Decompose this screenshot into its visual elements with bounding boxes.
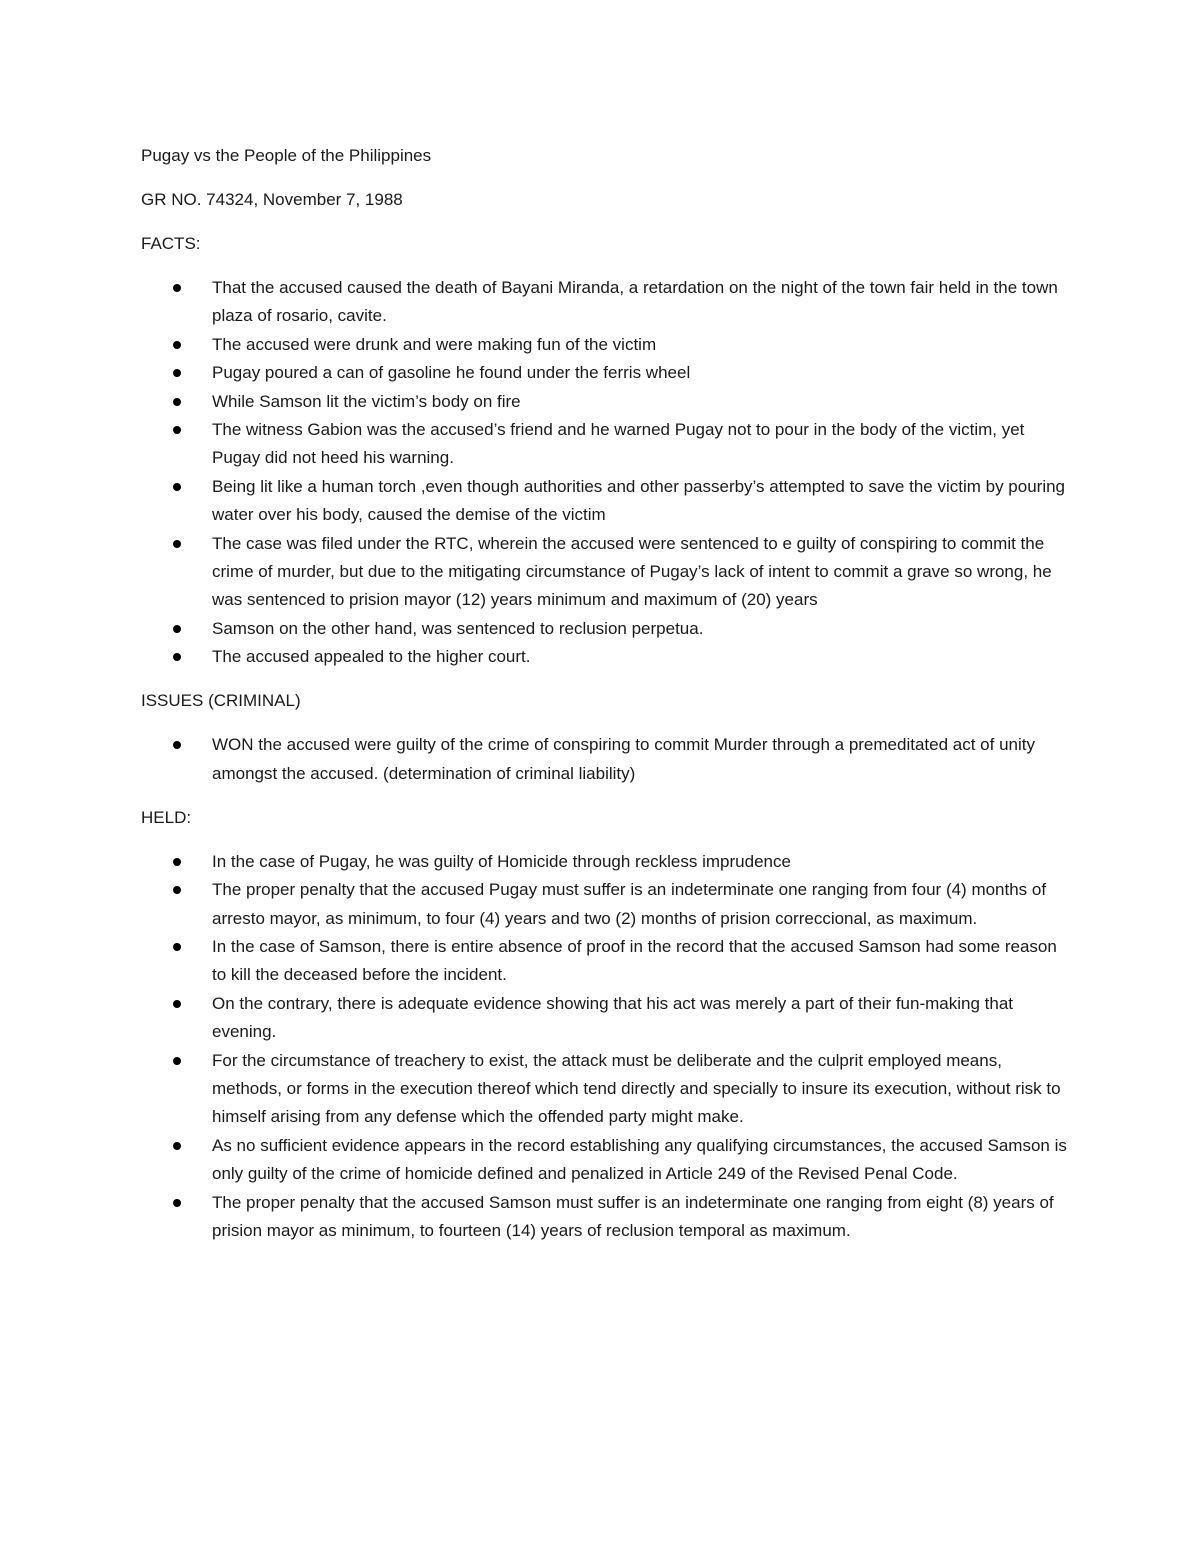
list-item [141,473,1071,530]
list-item-text: For the circumstance of treachery to exist, the attack must be deliberate and the culprit employed means, methods, or forms in the execution thereof which tend directly and specially to insure its execution, without risk to himself arising from any defense which the offended party might make. [212,1050,1061,1127]
list-item-text: While Samson lit the victim’s body on fire [212,391,521,411]
bullet-icon [173,1057,181,1065]
list-item [141,1189,1071,1246]
held-list [141,848,1071,1246]
bullet-icon [173,1142,181,1150]
list-item [141,274,1071,331]
list-item [141,731,1071,788]
list-item [141,933,1071,990]
bullet-icon [173,625,181,633]
bullet-icon [173,858,181,866]
list-item-text: Samson on the other hand, was sentenced to reclusion perpetua. [212,618,704,638]
list-item-text: In the case of Samson, there is entire absence of proof in the record that the accused Samson had some reason to kill the deceased before the incident. [212,936,1057,985]
bullet-icon [173,483,181,491]
bullet-icon [173,398,181,406]
list-item [141,331,1071,359]
list-item-text: The accused were drunk and were making fun of the victim [212,334,657,354]
bullet-icon [173,1199,181,1207]
list-item-text: The witness Gabion was the accused’s friend and he warned Pugay not to pour in the body of the victim, yet Pugay did not heed his warning. [212,420,1025,468]
list-item [141,388,1071,416]
list-item-text: Pugay poured a can of gasoline he found under the ferris wheel [212,363,691,383]
bullet-icon [173,943,181,951]
list-item-text: The proper penalty that the accused Samson must suffer is an indeterminate one ranging from eight (8) years of prision mayor as minimum, to fourteen (14) years of reclusion temporal as maximum. [212,1192,1054,1240]
list-item [141,530,1071,615]
list-item [141,990,1071,1047]
list-item-text: Being lit like a human torch ,even though authorities and other passerby’s attempted to save the victim by pouring water over his body, caused the demise of the victim [212,476,1066,525]
list-item [141,416,1071,473]
facts-heading: FACTS: [141,234,201,253]
bullet-icon [173,1000,181,1008]
bullet-icon [173,341,181,349]
list-item-text: The accused appealed to the higher court. [212,647,531,667]
document-body [141,142,1071,1261]
bullet-icon [173,426,181,434]
list-item-text: That the accused caused the death of Bayani Miranda, a retardation on the night of the town fair held in the town plaza of rosario, cavite. [212,278,1058,326]
bullet-icon [173,284,181,292]
list-item-text: The proper penalty that the accused Pugay must suffer is an indeterminate one ranging from four (4) months of arresto mayor, as minimum, to four (4) years and two (2) months of prision correccional, as maximum. [212,880,1047,928]
list-item [141,359,1071,387]
bullet-icon [173,741,181,749]
issues-heading: ISSUES (CRIMINAL) [141,691,301,711]
list-item [141,643,1071,671]
list-item [141,848,1071,876]
facts-list [141,274,1071,672]
list-item [141,1047,1071,1132]
bullet-icon [173,369,181,377]
list-item [141,615,1071,643]
list-item-text: WON the accused were guilty of the crime of conspiring to commit Murder through a premeditated act of unity amongst the accused. (determination of criminal liability) [212,735,1035,783]
bullet-icon [173,540,181,548]
bullet-icon [173,653,181,661]
list-item [141,876,1071,933]
list-item [141,1132,1071,1189]
document-title: Pugay vs the People of the Philippines [141,146,432,165]
list-item-text: On the contrary, there is adequate evidence showing that his act was merely a part of their fun-making that evening. [212,993,1014,1042]
issues-list [141,731,1071,788]
list-item-text: In the case of Pugay, he was guilty of Homicide through reckless imprudence [212,851,791,871]
bullet-icon [173,886,181,894]
list-item-text: As no sufficient evidence appears in the record establishing any qualifying circumstances, the accused Samson is only guilty of the crime of homicide defined and penalized in Article 249 of the Revised Penal Code. [212,1135,1067,1184]
case-number: GR NO. 74324, November 7, 1988 [141,190,403,209]
list-item-text: The case was filed under the RTC, wherein the accused were sentenced to e guilty of conspiring to commit the crime of murder, but due to the mitigating circumstance of Pugay’s lack of intent to commit a grave so wrong, he was sentenced to prision mayor (12) years minimum and maximum of (20) years [212,533,1052,610]
held-heading: HELD: [141,807,192,827]
